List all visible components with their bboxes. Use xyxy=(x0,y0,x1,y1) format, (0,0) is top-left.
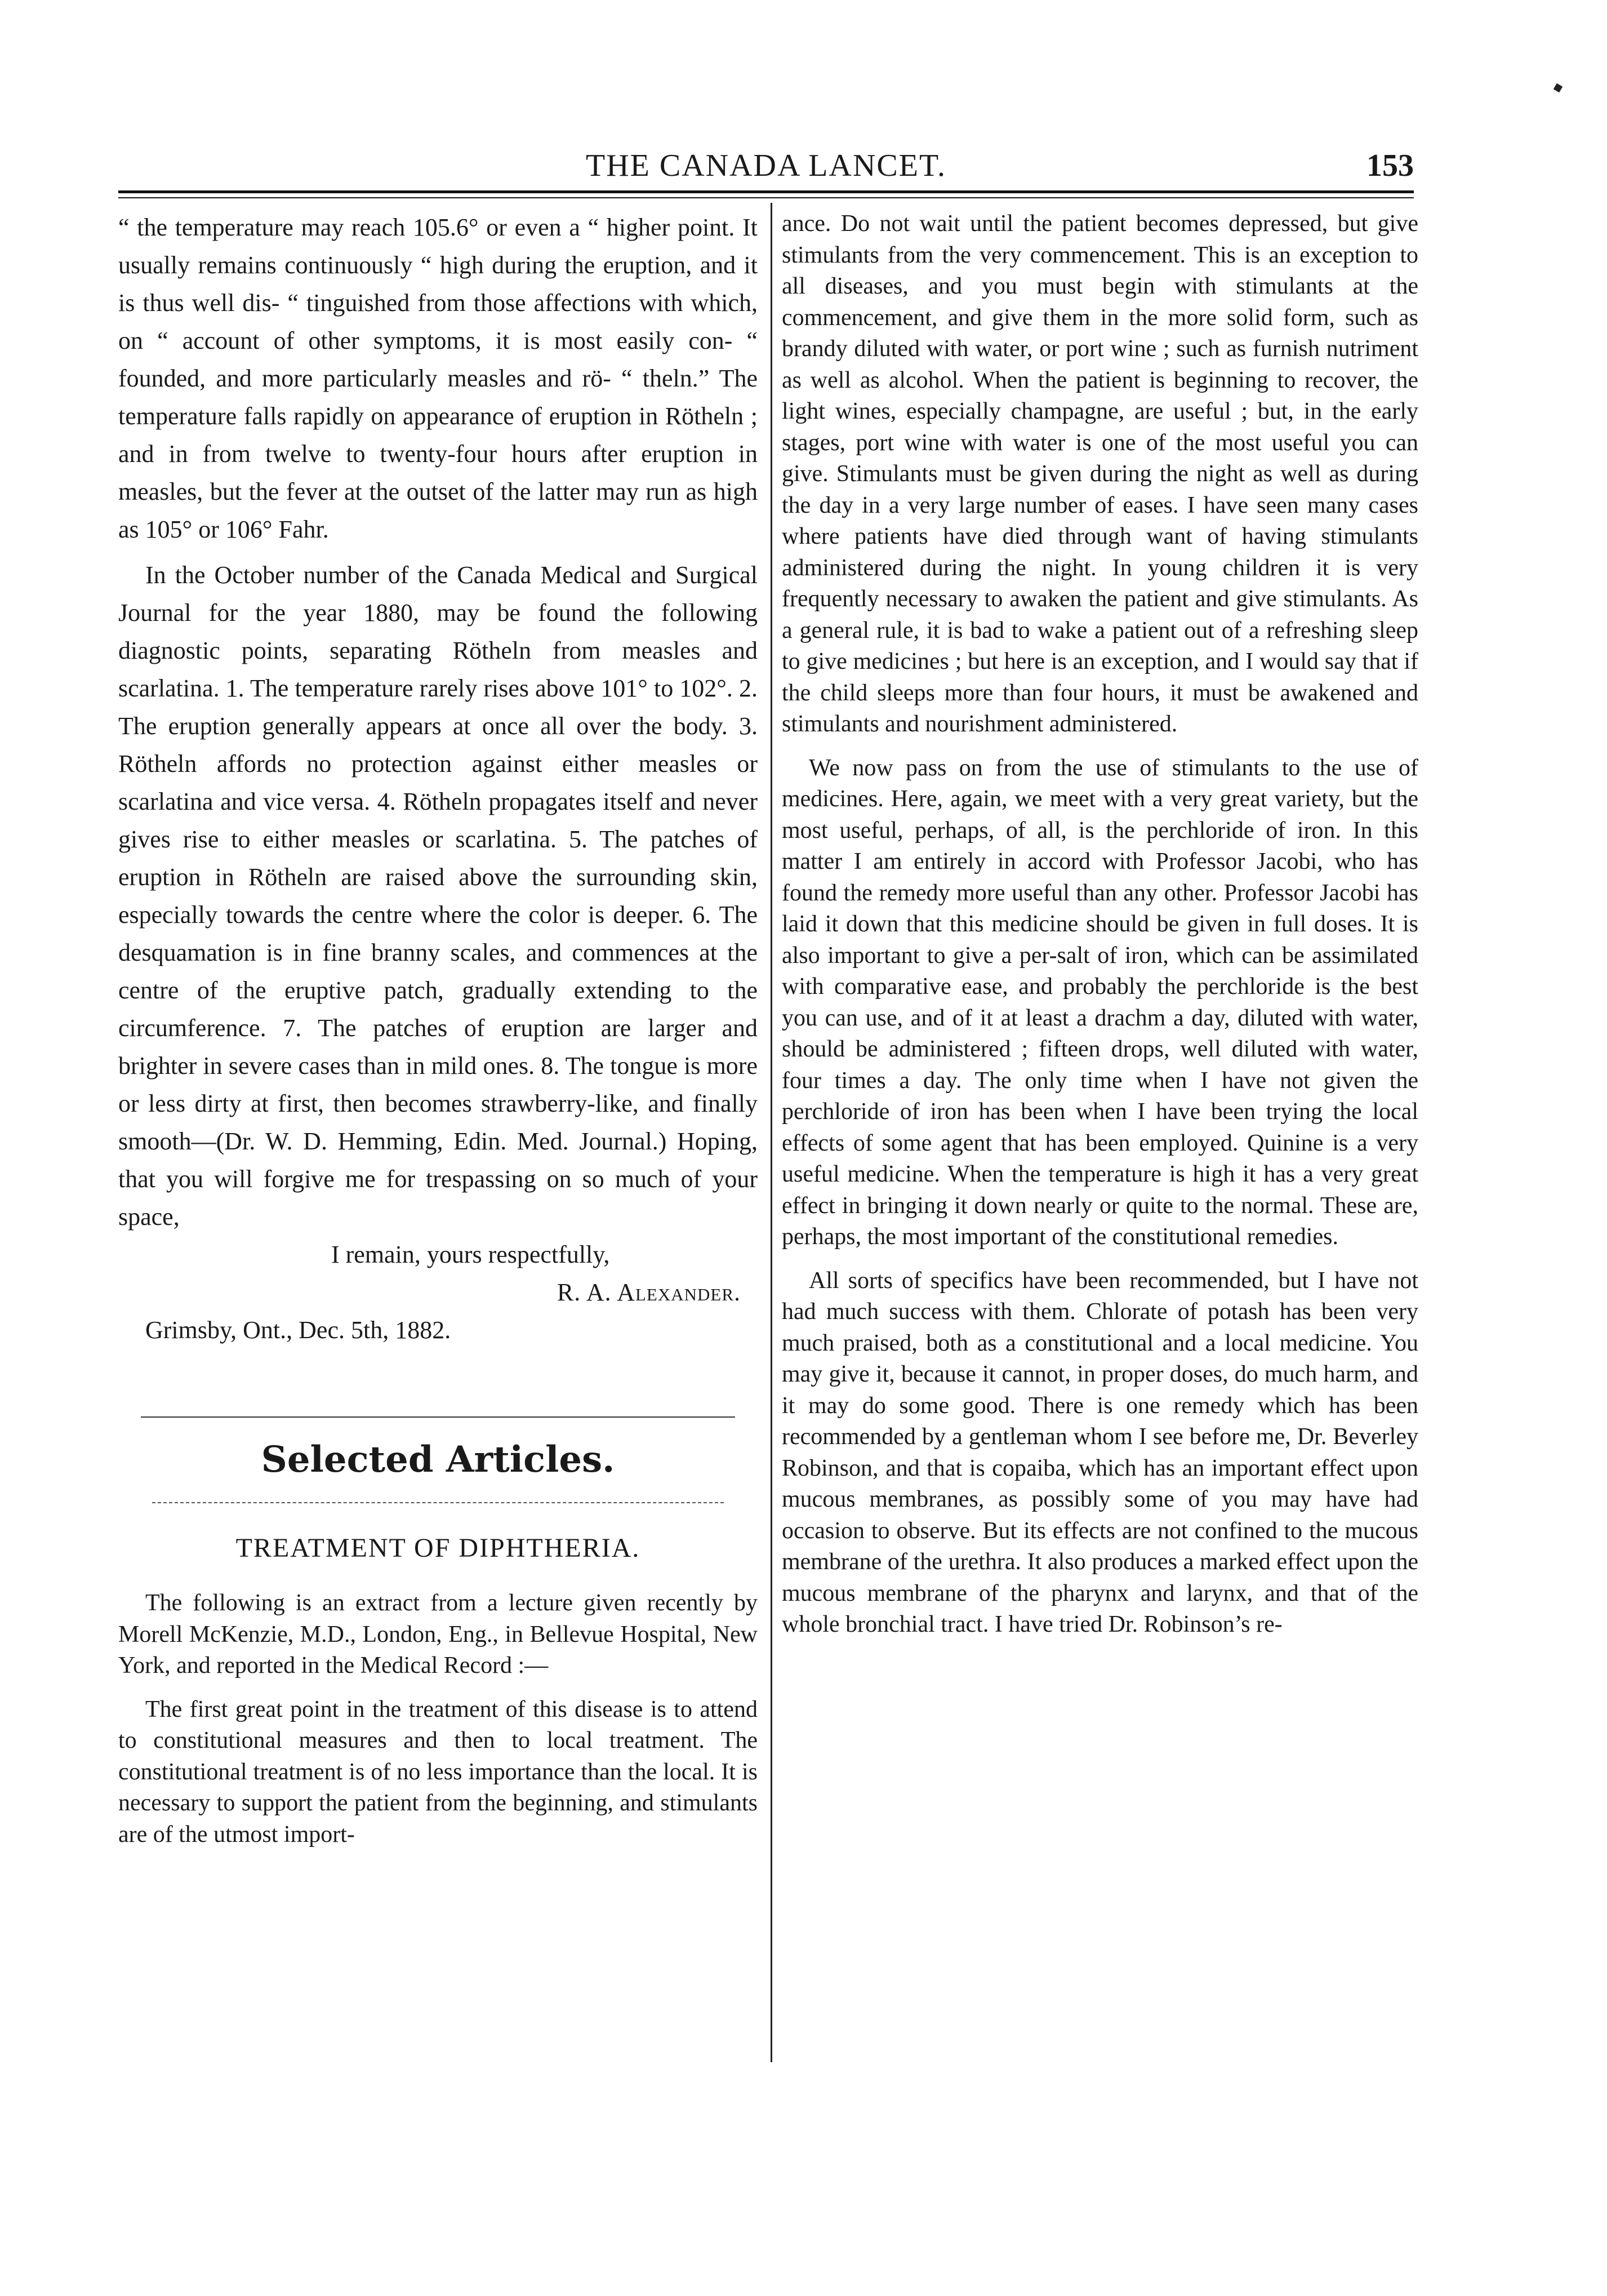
letter-signoff: I remain, yours respectfully, xyxy=(331,1241,610,1268)
diagnostic-points-paragraph: In the October number of the Canada Medical and Surgical Journal for the year 1880, may be found the following diagnostic points, separating Rötheln from measles and scarlatina. 1. The temperature rarely rises above 101° to 102°. 2. The eruption generally appears at once all over the body. 3. Rötheln affords no protection against either measles or scarlatina and vice versa. 4. Rötheln propagates itself and never gives rise to either measles or scarlatina. 5. The patches of eruption in Rötheln are raised above the surrounding skin, especially towards the centre where the color is deeper. 6. The desquamation is in fine branny scales, and commences at the centre of the eruptive patch, gradually extending to the circumference. 7. The patches of eruption are larger and brighter in severe cases than in mild ones. 8. The tongue is more or less dirty at first, then becomes strawberry-like, and finally smooth—(Dr. W. D. Hemming, Edin. Med. Journal.) Hoping, that you will forgive me for trespassing on so much of your space, xyxy=(118,561,758,1231)
header-rule-thin xyxy=(118,197,1414,198)
column-divider xyxy=(771,203,772,2062)
right-paragraph-stimulants: ance. Do not wait until the patient becomes depressed, but give stimulants from the very commencement. This is an exception to all diseases, and you must begin with stimulants at the commencement, and give them in the more solid form, such as brandy diluted with water, or port wine ; such as furnish nutriment as well as alcohol. When the patient is beginning to recover, the light wines, especially champagne, are useful ; but, in the early stages, port wine with water is one of the most useful you can give. Stimulants must be given during the night as well as during the day in a very large number of eases. I have seen many cases where patients have died through want of having stimulants administered during the night. In young children it is very frequently necessary to awaken the patient and give stimulants. As a general rule, it is bad to wake a patient out of a refreshing sleep to give medicines ; but here is an exception, and I would say that if the child sleeps more than four hours, it must be awakened and stimulants and nourishment administered. xyxy=(782,211,1418,737)
quote-paragraph: “ the temperature may reach 105.6° or even a “ higher point. It usually remains continuously “ high during the eruption, and it is thus well dis- “ tinguished from those affections with which, on “ account of other symptoms, it is most easily con- “ founded, and more particularly measles and rö- “ theln.” The temperature falls rapidly on appearance of eruption in Rötheln ; and in from twelve to twenty-four hours after eruption in measles, but the fever at the outset of the latter may run as high as 105° or 106° Fahr. xyxy=(118,214,758,543)
right-column xyxy=(782,208,1418,1641)
right-paragraph-specifics: All sorts of specifics have been recommended, but I have not had much success with them. Chlorate of potash has been very much praised, both as a constitutional and a local medicine. You may give it, because it cannot, in proper doses, do much harm, and it may do some good. There is one remedy which has been recommended by a gentleman whom I see before me, Dr. Beverley Robinson, and that is copaiba, which has an important effect upon mucous membranes, as possibly some of you may have had occasion to observe. But its effects are not confined to the mucous membrane of the urethra. It also produces a marked effect upon the mucous membrane of the pharynx and larynx, and that of the whole bronchial tract. I have tried Dr. Robinson’s re- xyxy=(782,1267,1418,1637)
article-title: TREATMENT OF DIPHTHERIA. xyxy=(235,1533,640,1563)
page-header xyxy=(118,148,1414,187)
left-column xyxy=(118,208,758,1850)
letter-dateline: Grimsby, Ont., Dec. 5th, 1882. xyxy=(145,1316,451,1344)
scan-mark xyxy=(1553,83,1563,92)
article-intro-paragraph: The following is an extract from a lecture given recently by Morell McKenzie, M.D., London, Eng., in Bellevue Hospital, New York, and reported in the Medical Record :— xyxy=(118,1590,758,1678)
header-rule-thick xyxy=(118,190,1414,193)
letter-signature: R. A. Alexander. xyxy=(557,1278,741,1306)
running-head: THE CANADA LANCET. xyxy=(585,148,947,183)
right-paragraph-medicines: We now pass on from the use of stimulants to the use of medicines. Here, again, we meet with a very great variety, but the most useful, perhaps, of all, is the perchloride of iron. In this matter I am entirely in accord with Professor Jacobi, who has found the remedy more useful than any other. Professor Jacobi has laid it down that this medicine should be given in full doses. It is also important to give a per-salt of iron, which can be assimilated with comparative ease, and probably the perchloride is the best you can use, and of it at least a drachm a day, diluted with water, should be administered ; fifteen drops, well diluted with water, four times a day. The only time when I have not given the perchloride of iron has been when I have been trying the local effects of some agent that has been employed. Quinine is a very useful medicine. When the temperature is high it has a very great effect in bringing it down nearly or quite to the normal. These are, perhaps, the most important of the constitutional remedies. xyxy=(782,754,1418,1250)
section-rule-top xyxy=(141,1416,735,1418)
section-heading: Selected Articles. xyxy=(261,1438,615,1481)
page-number: 153 xyxy=(1366,148,1414,183)
article-body-paragraph: The first great point in the treatment of this disease is to attend to constitutional measures and then to local treatment. The constitutional treatment is of no less importance than the local. It is necessary to support the patient from the beginning, and stimulants are of the utmost import- xyxy=(118,1696,758,1848)
section-rule-bottom xyxy=(152,1502,724,1503)
